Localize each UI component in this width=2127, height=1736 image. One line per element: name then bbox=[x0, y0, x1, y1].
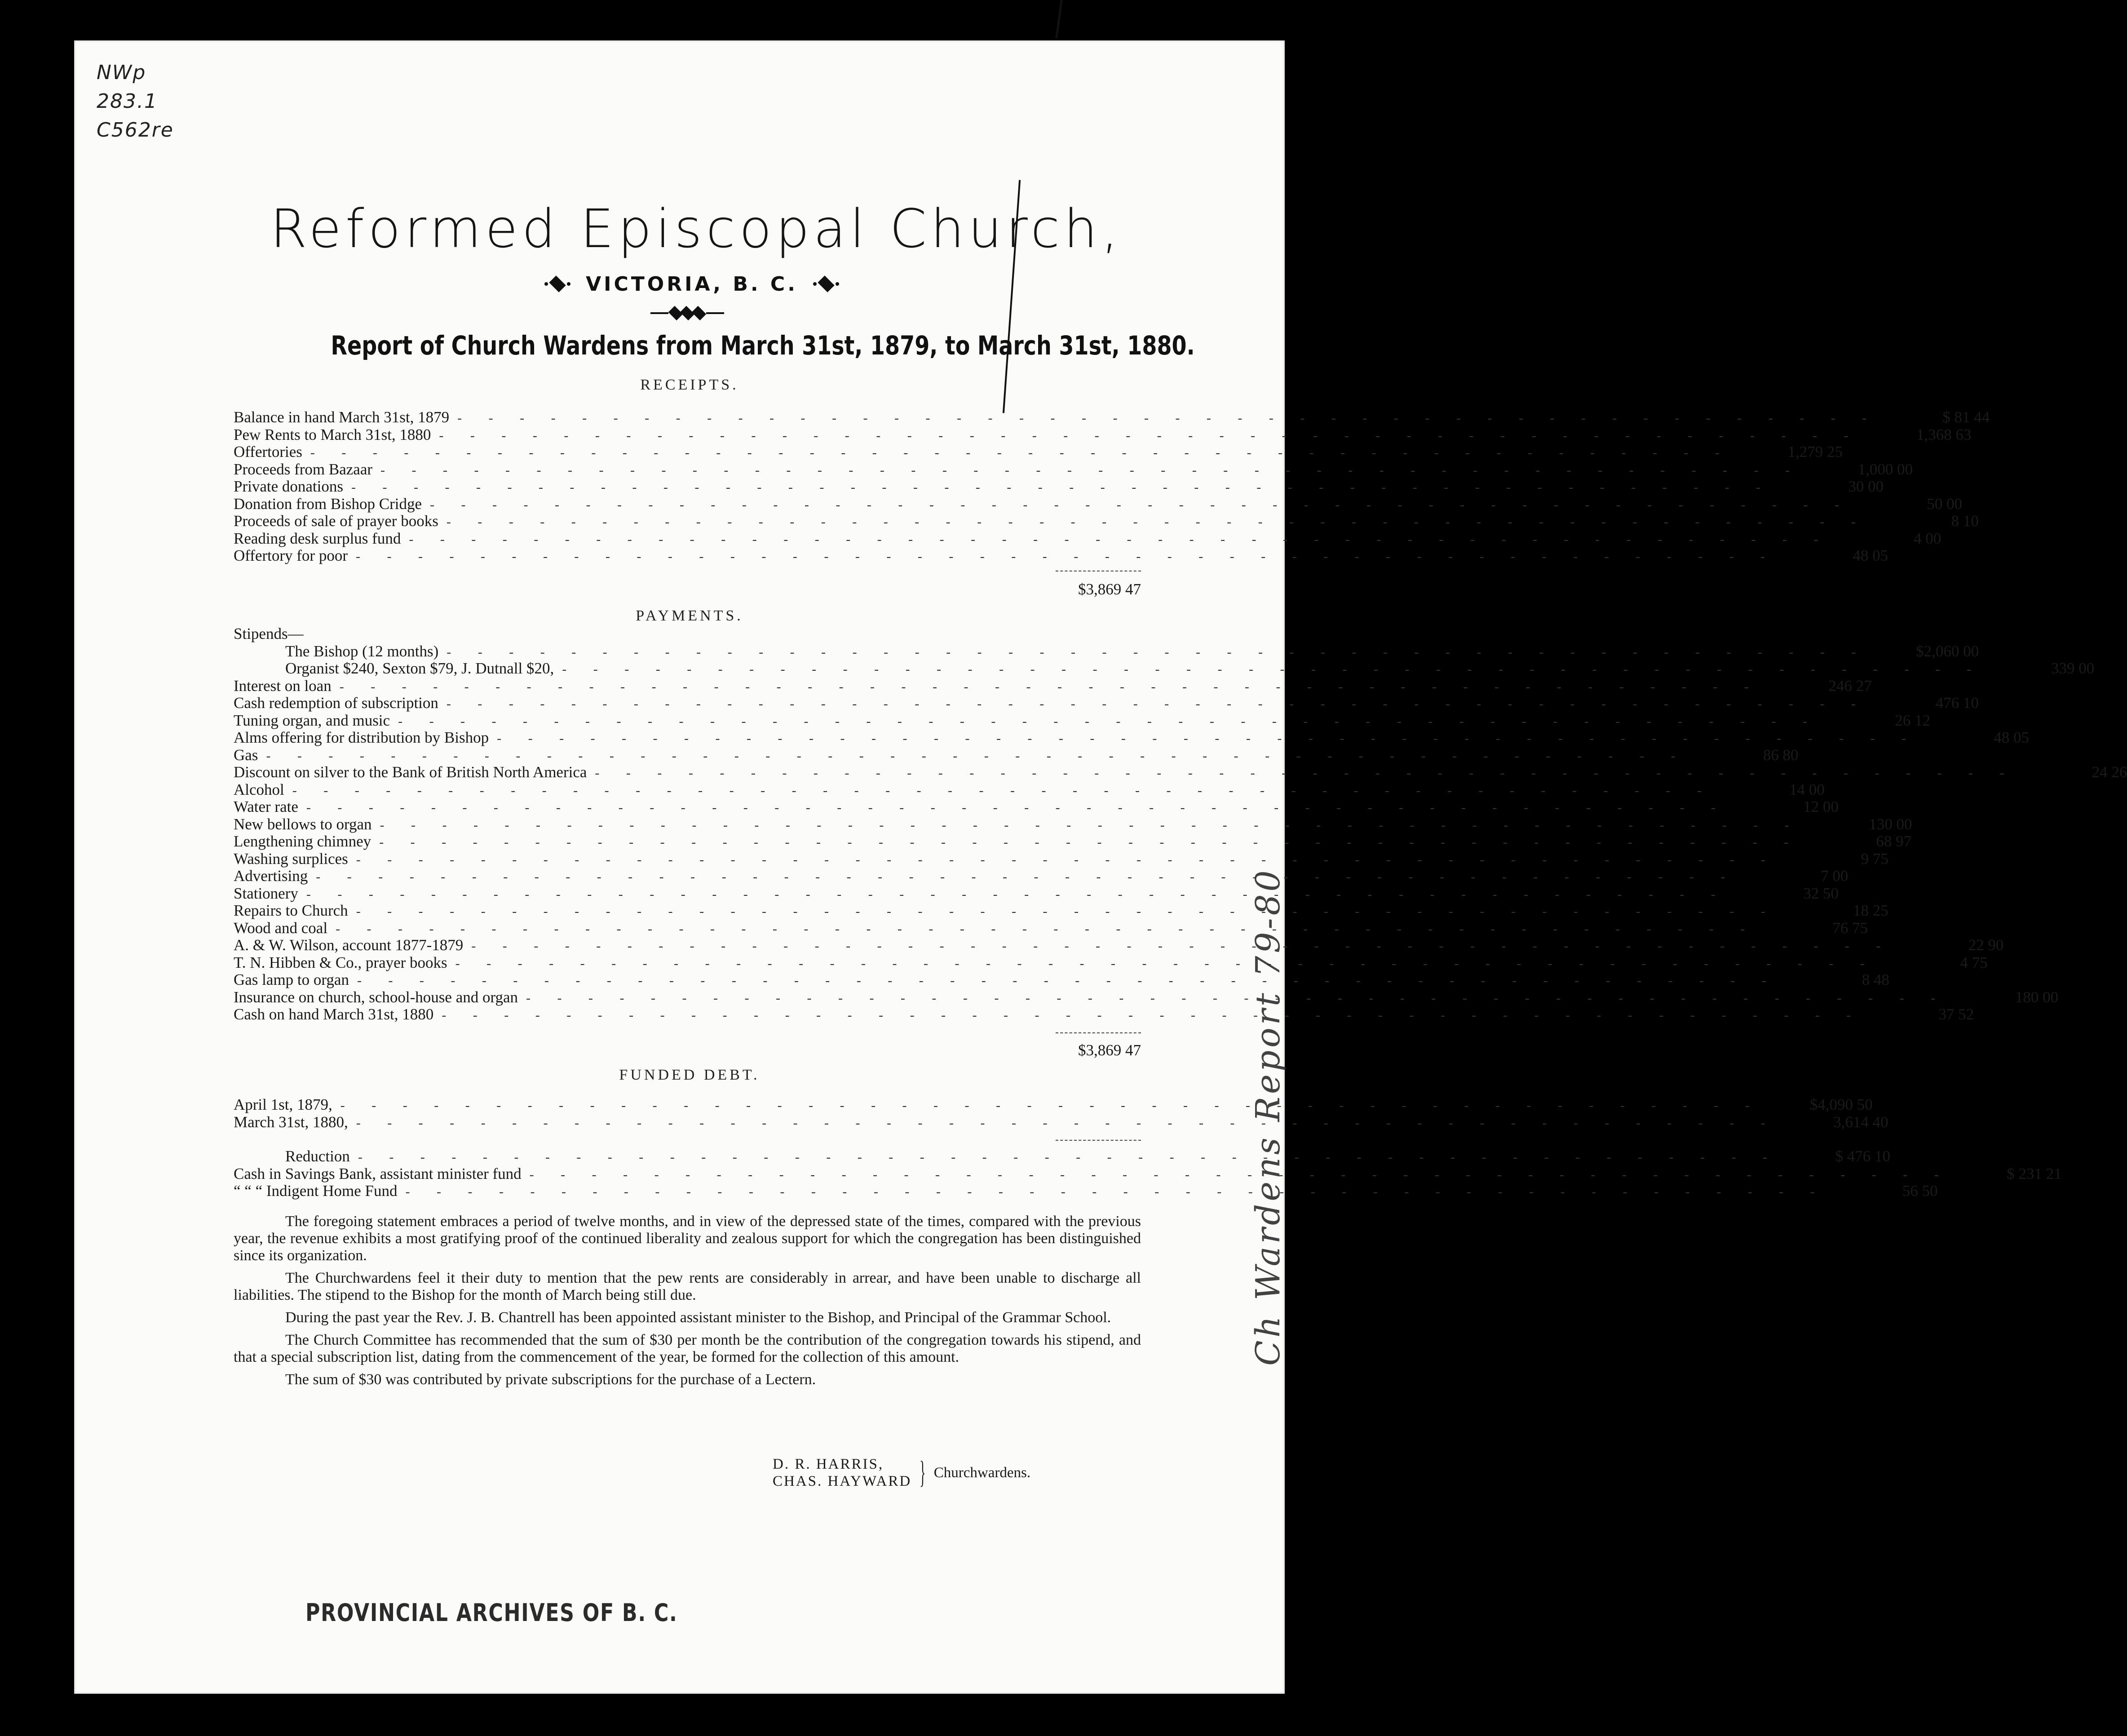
ledger-item-label: Advertising bbox=[234, 867, 308, 885]
dot-leader: - - - - - - - - - - - - - - - - - - - - - - - - - - - - - - - - - - - - - - - - - - - - - - bbox=[529, 1167, 1950, 1182]
dot-leader: - - - - - - - - - - - - - - - - - - - - - - - - - - - - - - - - - - - - - - - - - - - - - - bbox=[446, 696, 1867, 711]
ledger-item-amount: $ 81 44 bbox=[1942, 408, 1990, 426]
ledger-item-amount: 48 05 bbox=[1853, 547, 1888, 564]
dot-leader: - - - - - - - - - - - - - - - - - - - - - - - - - - - - - - - - - - - - - - - - - - - - - - bbox=[266, 748, 1687, 763]
handwritten-annotation: Ch Wardens Report 79-80 bbox=[1249, 868, 1287, 1366]
funded-debt-heading: FUNDED DEBT. bbox=[619, 1067, 760, 1083]
ledger-item-amount: 32 50 bbox=[1803, 884, 1839, 902]
report-title: Report of Church Wardens from March 31st, 1879, to March 31st, 1880. bbox=[331, 330, 1195, 361]
ledger-item-amount: 76 75 bbox=[1832, 919, 1868, 937]
call-number-line: 283.1 bbox=[97, 90, 158, 113]
divider-ornament-icon bbox=[638, 306, 737, 320]
ledger-row bbox=[234, 919, 1868, 937]
ledger-item-label: Interest on loan bbox=[234, 677, 332, 695]
dot-leader: - - - - - - - - - - - - - - - - - - - - - - - - - - - - - - - - - - - - - - - - - - - - - - bbox=[356, 904, 1777, 919]
ledger-row bbox=[234, 443, 1843, 461]
receipts-ledger bbox=[234, 408, 1990, 565]
ledger-row bbox=[234, 1005, 1974, 1023]
ledger-item-amount: 68 97 bbox=[1876, 833, 1912, 850]
ledger-item-label: Alcohol bbox=[234, 780, 284, 798]
ledger-item-label: Offertories bbox=[234, 443, 302, 461]
dot-leader: - - - - - - - - - - - - - - - - - - - - - - - - - - - - - - - - - - - - - - - - - - - - - - bbox=[446, 514, 1867, 529]
receipts-total-rule bbox=[1056, 571, 1141, 572]
dot-leader: - - - - - - - - - - - - - - - - - - - - - - - - - - - - - - - - - - - - - - - - - - - - - - bbox=[358, 1150, 1779, 1165]
receipts-heading: RECEIPTS. bbox=[640, 376, 739, 393]
left-ornament-icon bbox=[544, 279, 570, 289]
ledger-item-amount: 12 00 bbox=[1803, 798, 1839, 815]
ledger-item-label: Cash on hand March 31st, 1880 bbox=[234, 1005, 434, 1023]
ledger-row bbox=[234, 988, 2059, 1006]
ledger-item-label: Reading desk surplus fund bbox=[234, 529, 401, 547]
dot-leader: - - - - - - - - - - - - - - - - - - - - - - - - - - - - - - - - - - - - - - - - - - - - - - bbox=[455, 956, 1876, 971]
dot-leader: - - - - - - - - - - - - - - - - - - - - - - - - - - - - - - - - - - - - - - - - - - - - - - bbox=[447, 644, 1868, 660]
ledger-row bbox=[234, 815, 1912, 833]
dot-leader: - - - - - - - - - - - - - - - - - - - - - - - - - - - - - - - - - - - - - - - - - - - - - - bbox=[405, 1184, 1826, 1199]
ledger-row bbox=[234, 660, 2095, 678]
ledger-row bbox=[234, 1096, 1873, 1114]
ledger-row bbox=[234, 884, 1839, 903]
dot-leader: - - - - - - - - - - - - - - - - - - - - - - - - - - - - - - - - - - - - - - - - - - - - - - bbox=[306, 800, 1727, 815]
ledger-row bbox=[234, 936, 2004, 954]
ledger-group-row bbox=[234, 625, 1141, 643]
ledger-item-label: Stationery bbox=[234, 884, 298, 902]
ledger-item-amount: 24 26 bbox=[2092, 763, 2127, 781]
ledger-item-amount: 4 75 bbox=[1960, 953, 1988, 971]
ledger-row bbox=[234, 408, 1990, 426]
dot-leader: - - - - - - - - - - - - - - - - - - - - - - - - - - - - - - - - - - - - - - - - - - - - - - bbox=[430, 497, 1851, 512]
brace-icon: } bbox=[920, 1455, 926, 1490]
ledger-item-amount: 7 00 bbox=[1821, 867, 1848, 885]
ledger-item-label: The Bishop (12 months) bbox=[285, 642, 439, 660]
ledger-item-amount: 56 50 bbox=[1902, 1182, 1938, 1200]
ledger-item-amount: 9 75 bbox=[1861, 850, 1888, 868]
dot-leader: - - - - - - - - - - - - - - - - - - - - - - - - - - - - - - - - - - - - - - - - - - - - - - bbox=[380, 462, 1802, 478]
ledger-item-amount: 37 52 bbox=[1938, 1005, 1974, 1023]
funded-debt-summary bbox=[234, 1147, 2062, 1200]
ledger-item-amount: 50 00 bbox=[1927, 495, 1963, 513]
archive-stamp: PROVINCIAL ARCHIVES OF B. C. bbox=[305, 1599, 678, 1627]
ledger-item-label: Balance in hand March 31st, 1879 bbox=[234, 408, 450, 426]
ledger-item-label: Water rate bbox=[234, 798, 298, 815]
dot-leader: - - - - - - - - - - - - - - - - - - - - - - - - - - - - - - - - - - - - - - - - - - - - - - bbox=[442, 1008, 1863, 1023]
ledger-item-label: Repairs to Church bbox=[234, 902, 348, 919]
dot-leader: - - - - - - - - - - - - - - - - - - - - - - - - - - - - - - - - - - - - - - - - - - - - - - bbox=[398, 713, 1819, 729]
ledger-item-label: Cash in Savings Bank, assistant minister fund bbox=[234, 1165, 522, 1182]
ledger-row bbox=[234, 1165, 2062, 1183]
ledger-item-label: Pew Rents to March 31st, 1880 bbox=[234, 425, 431, 443]
dot-leader: - - - - - - - - - - - - - - - - - - - - - - - - - - - - - - - - - - - - - - - - - - - - - - bbox=[340, 1098, 1761, 1113]
payments-heading: PAYMENTS. bbox=[636, 607, 743, 624]
ledger-item-label: April 1st, 1879, bbox=[234, 1096, 332, 1113]
ledger-item-amount: $2,060 00 bbox=[1916, 642, 1979, 660]
dot-leader: - - - - - - - - - - - - - - - - - - - - - - - - - - - - - - - - - - - - - - - - - - - - - - bbox=[351, 480, 1773, 495]
signature-block bbox=[773, 1456, 1087, 1490]
ledger-item-amount: 1,000 00 bbox=[1857, 460, 1913, 478]
call-number-line: C562re bbox=[97, 119, 174, 142]
ledger-item-label: New bellows to organ bbox=[234, 815, 372, 833]
dot-leader: - - - - - - - - - - - - - - - - - - - - - - - - - - - - - - - - - - - - - - - - - - - - - - bbox=[356, 549, 1777, 564]
dot-leader: - - - - - - - - - - - - - - - - - - - - - - - - - - - - - - - - - - - - - - - - - - - - - - bbox=[439, 428, 1860, 443]
payments-ledger bbox=[234, 625, 2127, 1023]
narrative-paragraph: During the past year the Rev. J. B. Chantrell has been appointed assistant minister to the Bishop, and Principal of the Grammar School. bbox=[285, 1309, 1111, 1326]
ledger-item-amount: 4 00 bbox=[1914, 529, 1941, 547]
ledger-item-label: Gas lamp to organ bbox=[234, 971, 349, 988]
ledger-item-amount: 22 90 bbox=[1968, 936, 2004, 954]
signatory-name: D. R. HARRIS, bbox=[773, 1456, 884, 1472]
ledger-item-label: Washing surplices bbox=[234, 850, 348, 868]
ledger-row bbox=[234, 763, 2127, 781]
ledger-row bbox=[234, 971, 1890, 989]
ledger-item-amount: 1,368 63 bbox=[1916, 425, 1972, 443]
dot-leader: - - - - - - - - - - - - - - - - - - - - - - - - - - - - - - - - - - - - - - - - - - - - - - bbox=[457, 411, 1879, 425]
ledger-item-label: Wood and coal bbox=[234, 919, 328, 937]
ledger-item-amount: 3,614 40 bbox=[1833, 1113, 1888, 1131]
payments-total: $3,869 47 bbox=[1078, 1041, 1141, 1059]
receipts-total: $3,869 47 bbox=[1078, 580, 1141, 598]
dot-leader: - - - - - - - - - - - - - - - - - - - - - - - - - - - - - - - - - - - - - - - - - - - - - - bbox=[306, 886, 1727, 902]
dot-leader: - - - - - - - - - - - - - - - - - - - - - - - - - - - - - - - - - - - - - - - - - - - - - - bbox=[595, 766, 2016, 780]
dot-leader: - - - - - - - - - - - - - - - - - - - - - - - - - - - - - - - - - - - - - - - - - - - - - - bbox=[471, 939, 1893, 953]
ledger-item-label: March 31st, 1880, bbox=[234, 1113, 348, 1131]
ledger-item-amount: $ 476 10 bbox=[1835, 1147, 1890, 1165]
ledger-row bbox=[234, 850, 1888, 868]
dot-leader: - - - - - - - - - - - - - - - - - - - - - - - - - - - - - - - - - - - - - - - - - - - - - - bbox=[409, 531, 1830, 547]
ledger-item-label: Donation from Bishop Cridge bbox=[234, 495, 422, 513]
ledger-row bbox=[234, 642, 1979, 660]
ledger-item-amount: 48 05 bbox=[1994, 729, 2030, 746]
signatory-names bbox=[773, 1456, 911, 1490]
ledger-item-label: Alms offering for distribution by Bishop bbox=[234, 729, 489, 746]
ledger-item-amount: 130 00 bbox=[1869, 815, 1912, 833]
ledger-row bbox=[234, 867, 1848, 885]
ledger-item-amount: 14 00 bbox=[1789, 780, 1825, 798]
ledger-item-label: “ “ “ Indigent Home Fund bbox=[234, 1182, 398, 1200]
ledger-item-label: Insurance on church, school-house and organ bbox=[234, 988, 518, 1006]
call-number-line: NWp bbox=[97, 61, 146, 84]
ledger-row bbox=[234, 460, 1913, 478]
ledger-row bbox=[234, 547, 1888, 565]
funded-debt-ledger bbox=[234, 1096, 1888, 1131]
dot-leader: - - - - - - - - - - - - - - - - - - - - - - - - - - - - - - - - - - - - - - - - - - - - - - bbox=[526, 990, 1947, 1005]
location-line bbox=[490, 270, 894, 297]
ledger-row bbox=[234, 677, 1872, 695]
ledger-item-label: Offertory for poor bbox=[234, 547, 348, 564]
dot-leader: - - - - - - - - - - - - - - - - - - - - - - - - - - - - - - - - - - - - - - - - - - - - - - bbox=[356, 852, 1777, 867]
dot-leader: - - - - - - - - - - - - - - - - - - - - - - - - - - - - - - - - - - - - - - - - - - - - - - bbox=[379, 835, 1800, 850]
ledger-item-label: Private donations bbox=[234, 478, 343, 495]
ledger-row bbox=[234, 953, 1988, 972]
ledger-row bbox=[234, 694, 1979, 712]
ledger-row bbox=[234, 425, 1972, 444]
ledger-item-amount: $4,090 50 bbox=[1809, 1096, 1873, 1113]
dot-leader: - - - - - - - - - - - - - - - - - - - - - - - - - - - - - - - - - - - - - - - - - - - - - - bbox=[310, 445, 1731, 460]
ledger-item-label: Tuning organ, and music bbox=[234, 711, 390, 729]
dot-leader: - - - - - - - - - - - - - - - - - - - - - - - - - - - - - - - - - - - - - - - - - - - - - - bbox=[356, 1115, 1777, 1130]
signatory-role: Churchwardens. bbox=[933, 1465, 1031, 1481]
ledger-row bbox=[234, 746, 1799, 764]
narrative-paragraph: The foregoing statement embraces a period of twelve months, and in view of the depressed state of the times, compared with the previous year, the revenue exhibits a most gratifying proof of the continued liberality and zealous support for which the congregation has been distinguished since its organization. bbox=[234, 1213, 1141, 1264]
ledger-item-label: Reduction bbox=[285, 1147, 350, 1165]
signatory-name: CHAS. HAYWARD bbox=[773, 1473, 912, 1489]
ledger-item-amount: 18 25 bbox=[1853, 902, 1888, 919]
ledger-row bbox=[234, 780, 1825, 799]
ledger-item-label: Lengthening chimney bbox=[234, 833, 371, 850]
ledger-row bbox=[234, 798, 1839, 816]
dot-leader: - - - - - - - - - - - - - - - - - - - - - - - - - - - - - - - - - - - - - - - - - - - - - - bbox=[316, 869, 1737, 884]
ledger-item-amount: 1,279 25 bbox=[1787, 443, 1843, 461]
dot-leader: - - - - - - - - - - - - - - - - - - - - - - - - - - - - - - - - - - - - - - - - - - - - - - bbox=[292, 783, 1713, 798]
handwritten-call-number bbox=[97, 58, 213, 145]
right-ornament-icon bbox=[813, 279, 839, 289]
dot-leader: - - - - - - - - - - - - - - - - - - - - - - - - - - - - - - - - - - - - - - - - - - - - - - bbox=[380, 817, 1801, 833]
dot-leader: - - - - - - - - - - - - - - - - - - - - - - - - - - - - - - - - - - - - - - - - - - - - - - bbox=[357, 973, 1778, 988]
ledger-row bbox=[234, 478, 1884, 496]
ledger-item-amount: 8 10 bbox=[1951, 512, 1979, 530]
pen-stroke bbox=[1055, 0, 1063, 38]
ledger-row bbox=[234, 833, 1912, 850]
dot-leader: - - - - - - - - - - - - - - - - - - - - - - - - - - - - - - - - - - - - - - - - - - - - - - bbox=[336, 921, 1757, 936]
location-text: VICTORIA, B. C. bbox=[586, 272, 798, 296]
ledger-row bbox=[234, 512, 1979, 530]
ledger-row bbox=[234, 1147, 1890, 1165]
ledger-item-amount: 26 12 bbox=[1895, 711, 1931, 729]
ledger-row bbox=[234, 1113, 1888, 1131]
dot-leader: - - - - - - - - - - - - - - - - - - - - - - - - - - - - - - - - - - - - - - - - - - - - - - bbox=[562, 662, 1983, 677]
ledger-item-label: Proceeds of sale of prayer books bbox=[234, 512, 438, 530]
payments-total-rule bbox=[1056, 1032, 1141, 1034]
ledger-group-label: Stipends— bbox=[234, 625, 304, 642]
ledger-row bbox=[234, 1182, 1938, 1200]
dot-leader: - - - - - - - - - - - - - - - - - - - - - - - - - - - - - - - - - - - - - - - - - - - - - - bbox=[497, 731, 1918, 746]
dot-leader: - - - - - - - - - - - - - - - - - - - - - - - - - - - - - - - - - - - - - - - - - - - - - - bbox=[339, 679, 1760, 694]
funded-debt-rule bbox=[1056, 1140, 1141, 1141]
ledger-item-amount: 180 00 bbox=[2015, 988, 2059, 1006]
ledger-item-amount: 86 80 bbox=[1763, 746, 1799, 764]
report-narrative bbox=[234, 1213, 1141, 1394]
ledger-row bbox=[234, 495, 1963, 513]
ledger-item-label: Organist $240, Sexton $79, J. Dutnall $20, bbox=[285, 660, 554, 677]
ledger-item-label: A. & W. Wilson, account 1877-1879 bbox=[234, 936, 464, 954]
ledger-item-label: Proceeds from Bazaar bbox=[234, 460, 373, 478]
church-name-title: Reformed Episcopal Church, bbox=[270, 198, 1123, 260]
ledger-item-amount: 246 27 bbox=[1828, 677, 1872, 695]
narrative-paragraph: The sum of $30 was contributed by private subscriptions for the purchase of a Lectern. bbox=[285, 1371, 816, 1388]
ledger-row bbox=[234, 529, 1941, 548]
ledger-item-label: Cash redemption of subscription bbox=[234, 694, 438, 712]
narrative-paragraph: The Churchwardens feel it their duty to mention that the pew rents are considerably in arrear, and have been unable to discharge all liabilities. The stipend to the Bishop for the month of March being still due. bbox=[234, 1270, 1141, 1303]
ledger-item-amount: 8 48 bbox=[1862, 971, 1890, 988]
ledger-item-amount: 30 00 bbox=[1848, 478, 1884, 495]
ledger-item-amount: $ 231 21 bbox=[2007, 1165, 2062, 1182]
narrative-paragraph: The Church Committee has recommended that the sum of $30 per month be the contribution of the congregation towards his stipend, and that a special subscription list, dating from the commencement of the year, be formed for the collection of this amount. bbox=[234, 1332, 1141, 1365]
ledger-row bbox=[234, 711, 1931, 730]
ledger-row bbox=[234, 729, 2030, 747]
ledger-item-amount: 476 10 bbox=[1935, 694, 1979, 712]
ledger-item-label: Discount on silver to the Bank of British North America bbox=[234, 763, 587, 781]
ledger-item-label: T. N. Hibben & Co., prayer books bbox=[234, 953, 447, 971]
ledger-item-amount: 339 00 bbox=[2051, 660, 2095, 677]
ledger-row bbox=[234, 902, 1888, 920]
ledger-item-label: Gas bbox=[234, 746, 258, 764]
